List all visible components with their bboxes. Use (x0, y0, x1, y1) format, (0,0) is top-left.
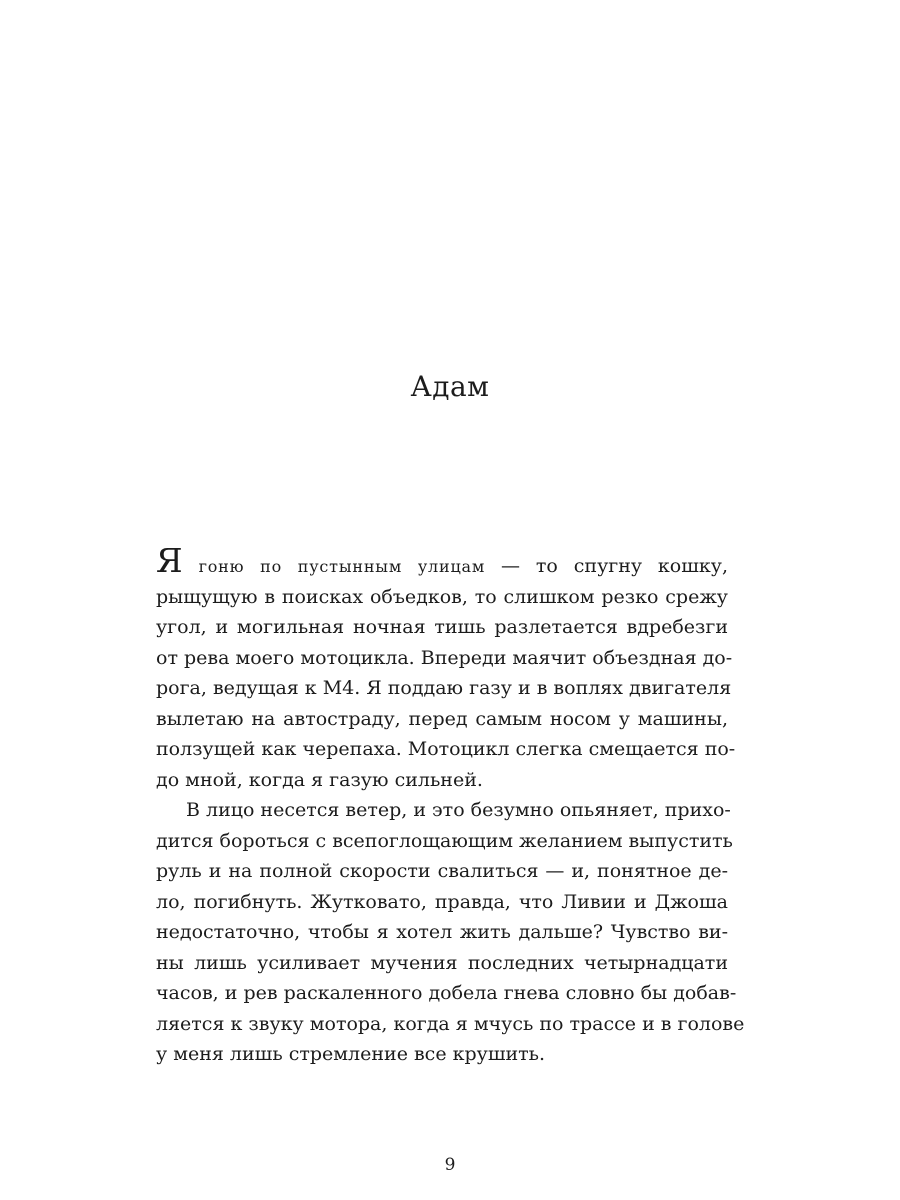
text-line: ны лишь усиливает мучения последних четырнадцати (156, 951, 728, 974)
text-line: руль и на полной скорости свалиться — и, понятное де- (156, 860, 728, 882)
text-line: от рева моего мотоцикла. Впереди маячит объездная до- (156, 646, 733, 669)
chapter-title: Адам (410, 370, 490, 403)
text-line: до мной, когда я газую сильней. (156, 768, 483, 791)
drop-cap: Я (156, 541, 183, 580)
chapter-body (156, 541, 745, 1070)
lead-in-small-caps: гоню по пустынным улицам (198, 557, 486, 576)
text-line (156, 541, 729, 582)
paragraph-1 (156, 541, 736, 795)
text-line: часов, и рев раскаленного добела гнева словно бы добав- (156, 982, 737, 1004)
text-line: дится бороться с всепоглощающим желанием выпустить (156, 829, 733, 852)
text-line: у меня лишь стремление все крушить. (156, 1043, 546, 1065)
text-line: В лицо несется ветер, и это безумно опьяняет, прихо- (186, 799, 731, 821)
text-line: недостаточно, чтобы я хотел жить дальше? Чувство ви- (156, 921, 728, 943)
text-line-part: — то спугну кошку, (485, 555, 729, 577)
paragraph-2 (156, 795, 745, 1070)
text-line: угол, и могильная ночная тишь разлетается вдребезги (156, 616, 728, 638)
text-line: ло, погибнуть. Жутковато, правда, что Ливии и Джоша (156, 890, 728, 913)
page-number: 9 (444, 1155, 456, 1175)
text-line: рыщущую в поисках объедков, то слишком резко срежу (156, 585, 728, 608)
text-line: вылетаю на автостраду, перед самым носом у машины, (156, 707, 728, 730)
text-line: ползущей как черепаха. Мотоцикл слегка смещается по- (156, 738, 736, 760)
text-line: рога, ведущая к М4. Я поддаю газу и в воплях двигателя (156, 677, 732, 699)
text-line: ляется к звуку мотора, когда я мчусь по трассе и в голове (156, 1012, 745, 1035)
